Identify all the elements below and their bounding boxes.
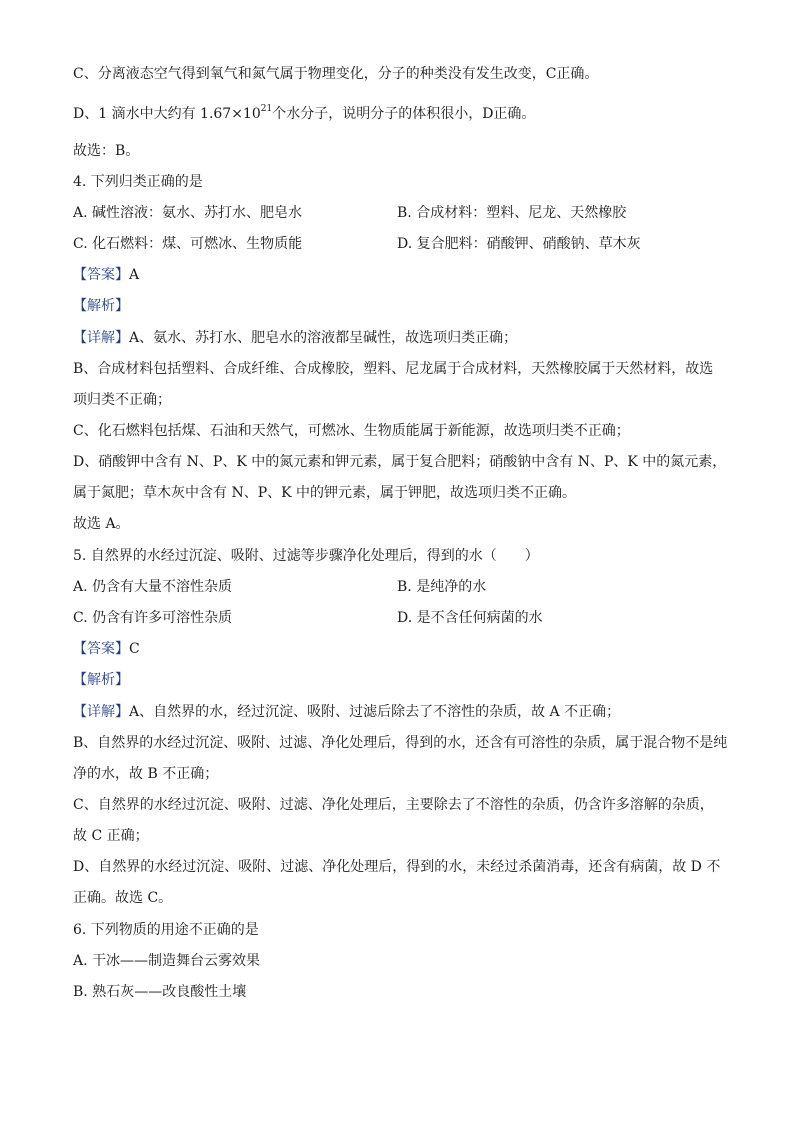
q5-answer-tag: 【答案】 <box>73 641 129 657</box>
q3-d-text-pre: D、1 滴水中大约有 1.67×10 <box>73 106 261 122</box>
q6-stem: 6. 下列物质的用途不正确的是 <box>73 922 259 938</box>
q3-option-d-explanation <box>73 104 535 124</box>
q5-detail-d-line2: 正确。故选 C。 <box>73 890 173 906</box>
q4-answer-value: A <box>129 267 140 283</box>
q5-analysis-label: 【解析】 <box>73 672 129 688</box>
q5-detail-b-line1: B、自然界的水经过沉淀、吸附、过滤、净化处理后，得到的水，还含有可溶性的杂质，属于混合物不是纯 <box>73 735 728 751</box>
q3-d-exponent: 21 <box>260 104 273 115</box>
q3-conclusion: 故选：B。 <box>73 143 140 159</box>
q4-option-b: B. 合成材料：塑料、尼龙、天然橡胶 <box>397 205 627 221</box>
q3-d-text-post: 个水分子，说明分子的体积很小，D正确。 <box>272 106 536 122</box>
q6-option-b: B. 熟石灰——改良酸性土壤 <box>73 984 247 1000</box>
q3-option-c-explanation: C、分离液态空气得到氧气和氮气属于物理变化，分子的种类没有发生改变，C正确。 <box>73 66 599 82</box>
q5-analysis-tag <box>73 670 129 690</box>
q5-detail-tag: 【详解】 <box>73 704 129 720</box>
q5-option-d: D. 是不含任何病菌的水 <box>397 610 543 626</box>
q4-analysis-label: 【解析】 <box>73 298 129 314</box>
q5-stem: 5. 自然界的水经过沉淀、吸附、过滤等步骤净化处理后，得到的水（ ） <box>73 548 539 564</box>
q5-detail-d-line1: D、自然界的水经过沉淀、吸附、过滤、净化处理后，得到的水，未经过杀菌消毒，还含有病菌，故 D 不 <box>73 859 721 875</box>
q4-answer-tag: 【答案】 <box>73 267 129 283</box>
q5-detail-c-line1: C、自然界的水经过沉淀、吸附、过滤、净化处理后，主要除去了不溶性的杂质，仍含许多溶解的杂质， <box>73 797 714 813</box>
q4-conclusion: 故选 A。 <box>73 516 130 532</box>
q4-option-d: D. 复合肥料：硝酸钾、硝酸钠、草木灰 <box>397 236 641 252</box>
q4-detail-a <box>73 328 517 348</box>
q4-detail-d-line2: 属于氮肥；草木灰中含有 N、P、K 中的钾元素，属于钾肥，故选项归类不正确。 <box>73 485 577 501</box>
q5-detail-c-line2: 故 C 正确； <box>73 828 149 844</box>
q5-detail-b-line2: 净的水，故 B 不正确； <box>73 766 219 782</box>
q5-answer <box>73 639 140 659</box>
q6-option-a: A. 干冰——制造舞台云雾效果 <box>73 953 261 969</box>
q4-analysis-tag <box>73 296 129 316</box>
q5-answer-value: C <box>129 641 140 657</box>
q5-option-a: A. 仍含有大量不溶性杂质 <box>73 579 233 595</box>
q4-detail-tag: 【详解】 <box>73 330 129 346</box>
q4-detail-a-text: A、氨水、苏打水、肥皂水的溶液都呈碱性，故选项归类正确； <box>129 330 518 346</box>
q4-detail-d-line1: D、硝酸钾中含有 N、P、K 中的氮元素和钾元素，属于复合肥料；硝酸钠中含有 N、P、K 中的氮元素， <box>73 454 727 470</box>
q4-detail-c: C、化石燃料包括煤、石油和天然气，可燃冰、生物质能属于新能源，故选项归类不正确； <box>73 423 630 439</box>
q4-option-a: A. 碱性溶液：氨水、苏打水、肥皂水 <box>73 205 303 221</box>
q4-stem: 4. 下列归类正确的是 <box>73 174 203 190</box>
q5-detail-a <box>73 702 620 722</box>
q5-option-c: C. 仍含有许多可溶性杂质 <box>73 610 233 626</box>
q4-option-c: C. 化石燃料：煤、可燃冰、生物质能 <box>73 236 303 252</box>
q5-option-b: B. 是纯净的水 <box>397 579 487 595</box>
q4-detail-b-line2: 项归类不正确； <box>73 392 171 408</box>
q4-answer <box>73 265 139 285</box>
q5-detail-a-text: A、自然界的水，经过沉淀、吸附、过滤后除去了不溶性的杂质，故 A 不正确； <box>129 704 621 720</box>
q4-detail-b-line1: B、合成材料包括塑料、合成纤维、合成橡胶，塑料、尼龙属于合成材料，天然橡胶属于天然材料，故选 <box>73 361 714 377</box>
